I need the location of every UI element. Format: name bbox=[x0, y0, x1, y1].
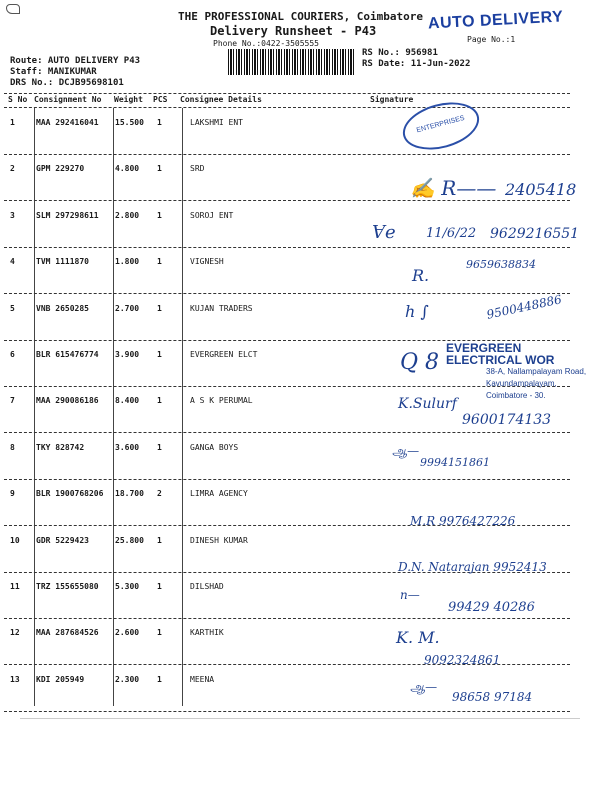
row-sno: 1 bbox=[10, 118, 15, 127]
row-weight: 18.700 bbox=[115, 489, 144, 498]
table-row bbox=[0, 675, 600, 687]
row-weight: 2.300 bbox=[115, 675, 140, 684]
row-consignment: GDR 5229423 bbox=[36, 536, 89, 545]
table-row bbox=[0, 582, 600, 594]
row-consignment: BLR 1900768206 bbox=[36, 489, 104, 498]
row-divider bbox=[4, 618, 570, 619]
row-consignee: DINESH KUMAR bbox=[190, 536, 248, 545]
signature-3-phone: 9629216551 bbox=[490, 226, 580, 242]
row-sno: 2 bbox=[10, 164, 15, 173]
row-divider bbox=[4, 432, 570, 433]
barcode bbox=[228, 49, 354, 75]
row-weight: 2.800 bbox=[115, 211, 140, 220]
row-weight: 25.800 bbox=[115, 536, 144, 545]
row-consignee: KUJAN TRADERS bbox=[190, 304, 253, 313]
table-row bbox=[0, 443, 600, 455]
row-sno: 13 bbox=[10, 675, 20, 684]
col-pcs: PCS bbox=[153, 95, 168, 104]
row-consignee: SOROJ ENT bbox=[190, 211, 234, 220]
col-signature: Signature bbox=[370, 95, 414, 104]
row-weight: 5.300 bbox=[115, 582, 140, 591]
signature-7-name: K.Sulurf bbox=[398, 396, 457, 412]
row-consignment: TRZ 155655080 bbox=[36, 582, 99, 591]
row-weight: 2.700 bbox=[115, 304, 140, 313]
table-row bbox=[0, 628, 600, 640]
row-weight: 2.600 bbox=[115, 628, 140, 637]
row-consignment: MAA 287684526 bbox=[36, 628, 99, 637]
signature-8: ஆ— bbox=[392, 444, 420, 458]
row-pcs: 1 bbox=[157, 118, 162, 127]
drs-label: DRS No.: DCJB95698101 bbox=[10, 78, 124, 88]
row-pcs: 1 bbox=[157, 582, 162, 591]
col-weight: Weight bbox=[114, 95, 143, 104]
row-weight: 15.500 bbox=[115, 118, 144, 127]
row-weight: 8.400 bbox=[115, 396, 140, 405]
row-consignee: LAKSHMI ENT bbox=[190, 118, 243, 127]
row-consignment: KDI 205949 bbox=[36, 675, 85, 684]
row-weight: 3.600 bbox=[115, 443, 140, 452]
signature-7-phone: 9600174133 bbox=[462, 412, 552, 428]
row-sno: 7 bbox=[10, 396, 15, 405]
row-consignee: MEENA bbox=[190, 675, 215, 684]
row-consignment: MAA 292416041 bbox=[36, 118, 99, 127]
bottom-rule bbox=[20, 718, 580, 719]
row-pcs: 1 bbox=[157, 164, 162, 173]
row-sno: 12 bbox=[10, 628, 20, 637]
row-weight: 4.800 bbox=[115, 164, 140, 173]
page-number: Page No.:1 bbox=[467, 35, 516, 44]
phone-number: Phone No.:0422-3505555 bbox=[213, 39, 319, 48]
signature-4: R. bbox=[412, 266, 430, 285]
stamp-address-1: 38-A, Nallampalayam Road, bbox=[486, 367, 587, 376]
table-row bbox=[0, 164, 600, 176]
auto-delivery-stamp: AUTO DELIVERY bbox=[427, 8, 564, 33]
row-sno: 10 bbox=[10, 536, 20, 545]
row-pcs: 1 bbox=[157, 536, 162, 545]
route-info bbox=[10, 56, 140, 89]
row-pcs: 1 bbox=[157, 350, 162, 359]
signature-3-date: 11/6/22 bbox=[426, 226, 477, 241]
row-pcs: 1 bbox=[157, 443, 162, 452]
signature-4-phone: 9659638834 bbox=[466, 258, 536, 271]
header-top-rule bbox=[4, 93, 570, 94]
row-consignee: LIMRA AGENCY bbox=[190, 489, 248, 498]
row-pcs: 2 bbox=[157, 489, 162, 498]
row-consignee: VIGNESH bbox=[190, 257, 224, 266]
row-pcs: 1 bbox=[157, 211, 162, 220]
row-divider bbox=[4, 293, 570, 294]
signature-2-phone: 2405418 bbox=[505, 180, 577, 199]
rs-info bbox=[362, 48, 470, 70]
header-bottom-rule bbox=[4, 107, 570, 108]
signature-10: M.R 9976427226 bbox=[410, 514, 516, 528]
row-consignee: KARTHIK bbox=[190, 628, 224, 637]
signature-8-phone: 9994151861 bbox=[420, 456, 490, 469]
row-sno: 11 bbox=[10, 582, 20, 591]
row-pcs: 1 bbox=[157, 257, 162, 266]
row-consignment: BLR 615476774 bbox=[36, 350, 99, 359]
staff-label: Staff: MANIKUMAR bbox=[10, 67, 97, 77]
signature-11: n— bbox=[400, 588, 420, 602]
route-label: Route: AUTO DELIVERY P43 bbox=[10, 56, 141, 66]
row-pcs: 1 bbox=[157, 675, 162, 684]
row-weight: 1.800 bbox=[115, 257, 140, 266]
row-consignee: GANGA BOYS bbox=[190, 443, 239, 452]
table-row bbox=[0, 536, 600, 548]
row-consignment: VNB 2650285 bbox=[36, 304, 89, 313]
company-title: THE PROFESSIONAL COURIERS, Coimbatore bbox=[178, 10, 424, 23]
table-row bbox=[0, 211, 600, 223]
row-consignee: SRD bbox=[190, 164, 205, 173]
row-sno: 6 bbox=[10, 350, 15, 359]
signature-12-phone: 9092324861 bbox=[424, 653, 501, 667]
row-sno: 4 bbox=[10, 257, 15, 266]
col-consignment: Consignment No bbox=[34, 95, 102, 104]
row-consignment: TKY 828742 bbox=[36, 443, 85, 452]
signature-11-name: D.N. Natarajan 9952413 bbox=[398, 560, 547, 574]
row-consignment: GPM 229270 bbox=[36, 164, 85, 173]
col-sno: S No bbox=[8, 95, 28, 104]
row-divider bbox=[4, 711, 570, 712]
row-consignee: DILSHAD bbox=[190, 582, 224, 591]
row-consignment: TVM 1111870 bbox=[36, 257, 89, 266]
stamp-address-2: Kavundampalayam, Coimbatore - 30. bbox=[486, 379, 557, 400]
col-consignee: Consignee Details bbox=[180, 95, 262, 104]
signature-13: ஆ— bbox=[410, 680, 438, 694]
enterprise-seal: ENTERPRISES bbox=[398, 95, 485, 158]
signature-11-phone: 99429 40286 bbox=[448, 600, 535, 615]
evergreen-stamp bbox=[446, 342, 600, 402]
signature-5-phone: 9500448886 bbox=[485, 292, 563, 322]
table-row bbox=[0, 489, 600, 501]
row-sno: 9 bbox=[10, 489, 15, 498]
row-sno: 8 bbox=[10, 443, 15, 452]
row-sno: 3 bbox=[10, 211, 15, 220]
runsheet-title: Delivery Runsheet - P43 bbox=[210, 24, 377, 38]
row-consignee: EVERGREEN ELCT bbox=[190, 350, 258, 359]
row-consignment: SLM 297298611 bbox=[36, 211, 99, 220]
signature-6: Q 8 bbox=[400, 350, 440, 375]
table-row bbox=[0, 118, 600, 130]
row-weight: 3.900 bbox=[115, 350, 140, 359]
signature-12-name: K. M. bbox=[396, 628, 440, 647]
row-divider bbox=[4, 247, 570, 248]
row-consignee: A S K PERUMAL bbox=[190, 396, 253, 405]
stamp-company: EVERGREEN ELECTRICAL WOR bbox=[446, 341, 555, 367]
signature-2: ✍ R—— bbox=[410, 176, 497, 200]
signature-13-phone: 98658 97184 bbox=[452, 690, 533, 704]
row-pcs: 1 bbox=[157, 628, 162, 637]
signature-3: Ɐe bbox=[372, 222, 396, 243]
row-pcs: 1 bbox=[157, 396, 162, 405]
rs-number: RS No.: 956981 bbox=[362, 48, 438, 58]
row-sno: 5 bbox=[10, 304, 15, 313]
row-divider bbox=[4, 479, 570, 480]
signature-5: h ∫ bbox=[405, 302, 429, 321]
row-pcs: 1 bbox=[157, 304, 162, 313]
row-consignment: MAA 290086186 bbox=[36, 396, 99, 405]
rs-date: RS Date: 11-Jun-2022 bbox=[362, 59, 471, 69]
corner-mark bbox=[6, 4, 20, 14]
row-divider bbox=[4, 200, 570, 201]
row-divider bbox=[4, 154, 570, 155]
